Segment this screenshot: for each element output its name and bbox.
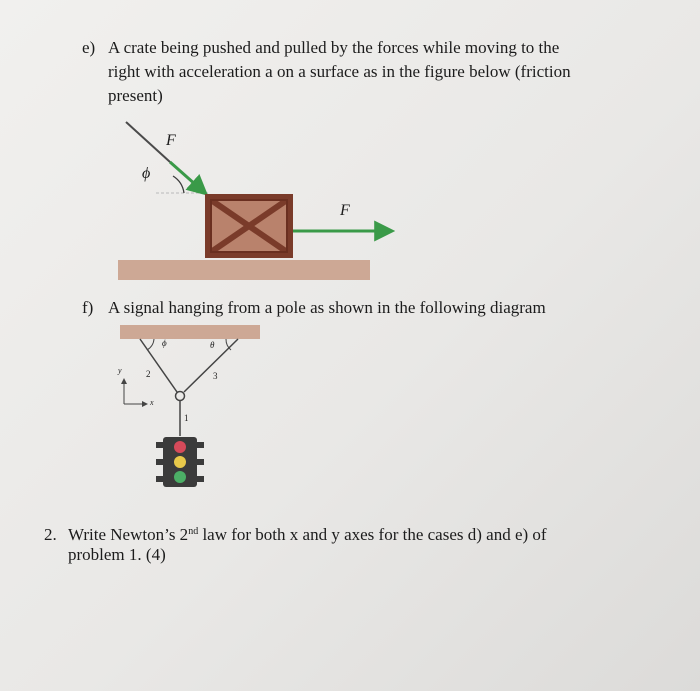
rope-1-label: 1	[184, 413, 189, 423]
angle-phi-label: ϕ	[142, 165, 151, 182]
traffic-light	[156, 437, 204, 487]
problem-e-line-2: right with acceleration a on a surface as in the figure below (friction	[108, 62, 571, 81]
phi-angle-arc	[147, 339, 154, 350]
theta-label: θ	[210, 340, 215, 350]
question-2-line-1: Write Newton’s 2nd law for both x and y axes for the cases d) and e) of	[68, 525, 547, 544]
question-2-marker: 2.	[44, 525, 57, 544]
phi-label: ϕ	[162, 338, 167, 348]
rope-3-label: 3	[213, 371, 218, 381]
problem-e-line-1: A crate being pushed and pulled by the forces while moving to the	[108, 38, 560, 57]
support-beam	[120, 325, 260, 339]
problem-f-text: A signal hanging from a pole as shown in the following diagram	[108, 298, 546, 317]
y-axis-label: y	[118, 366, 122, 375]
force-left-label: F	[166, 132, 176, 149]
rope-2-label: 2	[146, 369, 151, 379]
force-right-label: F	[340, 202, 350, 219]
rope-2	[140, 339, 177, 392]
problem-e-line-3: present)	[108, 86, 163, 105]
knot-ring	[176, 392, 185, 401]
question-2-line-2: problem 1. (4)	[68, 545, 166, 564]
problem-f-marker: f)	[82, 298, 94, 317]
problem-e-marker: e)	[82, 38, 96, 57]
x-axis-label: x	[150, 398, 154, 407]
